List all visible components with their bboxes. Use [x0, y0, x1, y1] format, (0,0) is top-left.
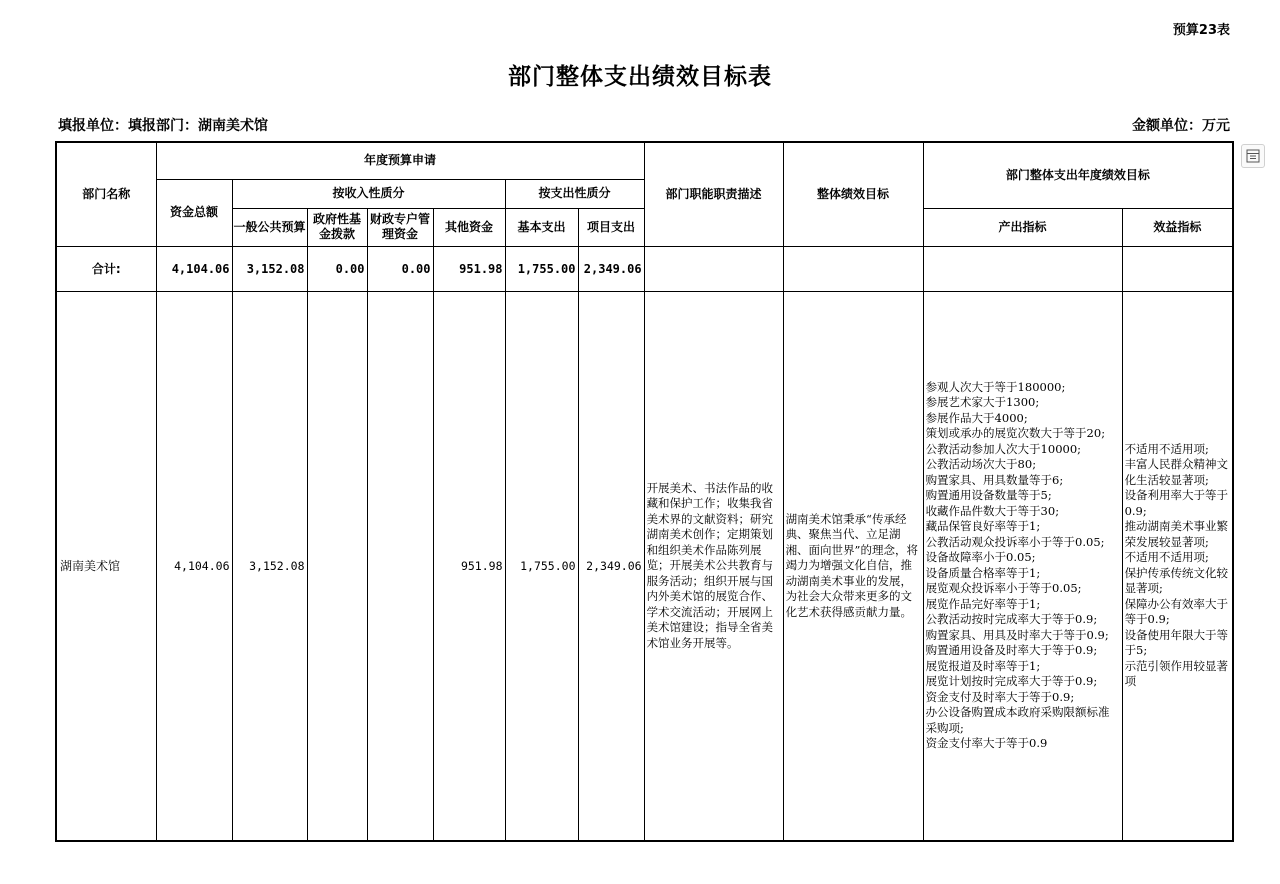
total-basic-expense: 1,755.00 — [505, 246, 578, 291]
table-row — [56, 291, 1233, 841]
total-general-public: 3,152.08 — [232, 246, 307, 291]
row-fiscal-special — [367, 291, 433, 841]
row-benefit-indicators: 不适用不适用项; 丰富人民群众精神文化生活较显著项; 设备利用率大于等于0.9; 推动湖南美术事业繁荣发展较显著项; 不适用不适用项; 保护传承传统文化较显著项; 保障办公有效率大于等于0.9; 设备使用年限大于等于5; 示范引领作用较显著项 — [1122, 291, 1233, 841]
total-output-empty — [923, 246, 1122, 291]
row-project-expense: 2,349.06 — [578, 291, 644, 841]
row-output-indicators: 参观人次大于等于180000; 参展艺术家大于1300; 参展作品大于4000; 策划或承办的展览次数大于等于20; 公教活动参加人次大于10000; 公教活动场次大于80; 购置家具、用具数量等于6; 购置通用设备数量等于5; 收藏作品件数大于等于30; 藏品保管良好率等于1; 公教活动观众投诉率小于等于0.05; 设备故障率小于0.05; 设备质量合格率等于1; 展览观众投诉率小于等于0.05; 展览作品完好率等于1; 公教活动按时完成率大于等于0.9; 购置家具、用具及时率大于等于0.9; 购置通用设备及时率大于等于0.9; 展览报道及时率等于1; 展览计划按时完成率大于等于0.9; 资金支付及时率大于等于0.9; 办公设备购置成本政府采购限额标准采购项; 资金支付率大于等于0.9 — [923, 291, 1122, 841]
total-funds: 4,104.06 — [156, 246, 232, 291]
header-project-expense: 项目支出 — [578, 208, 644, 246]
form-number: 预算23表 — [1172, 23, 1230, 38]
amount-unit: 金额单位：万元 — [1132, 118, 1230, 134]
total-fiscal-special: 0.00 — [367, 246, 433, 291]
header-annual-budget: 年度预算申请 — [156, 142, 644, 179]
header-general-public: 一般公共预算 — [232, 208, 307, 246]
page-title: 部门整体支出绩效目标表 — [508, 64, 772, 90]
total-goal-empty — [783, 246, 923, 291]
reporting-unit: 填报单位：填报部门：湖南美术馆 — [58, 118, 268, 134]
header-duties: 部门职能职责描述 — [644, 142, 783, 246]
row-overall-goal: 湖南美术馆秉承“传承经典、聚焦当代、立足湖湘、面向世界”的理念，将竭力为增强文化自信，推动湖南美术事业的发展，为社会大众带来更多的文化艺术获得感贡献力量。 — [783, 291, 923, 841]
header-by-expense: 按支出性质分 — [505, 179, 644, 208]
row-other-funds: 951.98 — [433, 291, 505, 841]
row-gov-fund — [307, 291, 367, 841]
row-total-funds: 4,104.06 — [156, 291, 232, 841]
row-basic-expense: 1,755.00 — [505, 291, 578, 841]
header-by-income: 按收入性质分 — [232, 179, 505, 208]
row-general-public: 3,152.08 — [232, 291, 307, 841]
total-label: 合计: — [56, 246, 156, 291]
header-annual-goal: 部门整体支出年度绩效目标 — [923, 142, 1233, 208]
header-gov-fund: 政府性基金拨款 — [307, 208, 367, 246]
total-other-funds: 951.98 — [433, 246, 505, 291]
header-other-funds: 其他资金 — [433, 208, 505, 246]
header-output-indicator: 产出指标 — [923, 208, 1122, 246]
header-benefit-indicator: 效益指标 — [1122, 208, 1233, 246]
header-fiscal-special: 财政专户管理资金 — [367, 208, 433, 246]
header-dept-name: 部门名称 — [56, 142, 156, 246]
total-gov-fund: 0.00 — [307, 246, 367, 291]
total-project-expense: 2,349.06 — [578, 246, 644, 291]
total-benefit-empty — [1122, 246, 1233, 291]
header-overall-goal: 整体绩效目标 — [783, 142, 923, 246]
performance-target-table — [55, 141, 1234, 842]
header-total-funds: 资金总额 — [156, 179, 232, 246]
table-layout-icon — [1246, 149, 1260, 163]
row-duties: 开展美术、书法作品的收藏和保护工作；收集我省美术界的文献资料；研究湖南美术创作；定期策划和组织美术作品陈列展览；开展美术公共教育与服务活动；组织开展与国内外美术馆的展览合作、学术交流活动；开展网上美术馆建设；指导全省美术馆业务开展等。 — [644, 291, 783, 841]
row-dept-name: 湖南美术馆 — [56, 291, 156, 841]
total-row — [56, 246, 1233, 291]
total-duties-empty — [644, 246, 783, 291]
side-toolbar-button[interactable] — [1241, 144, 1265, 168]
header-basic-expense: 基本支出 — [505, 208, 578, 246]
